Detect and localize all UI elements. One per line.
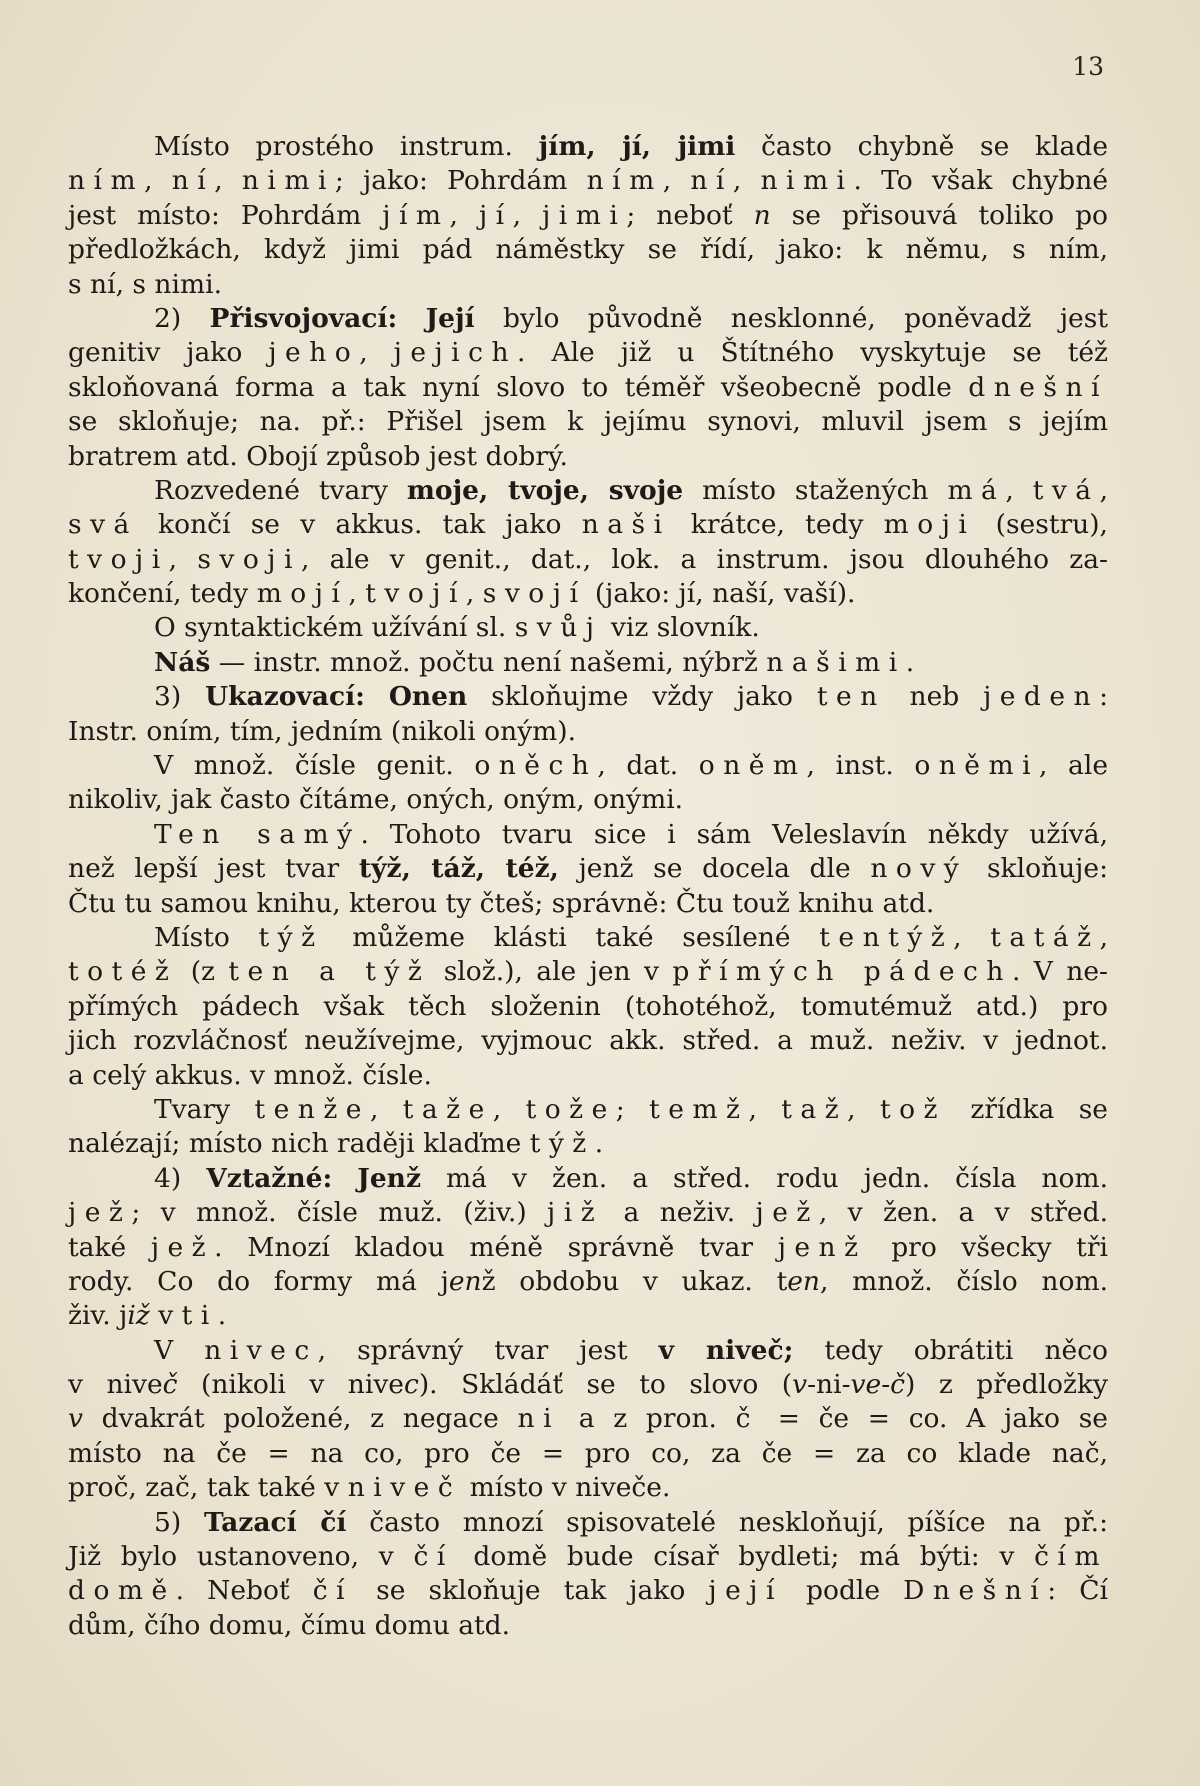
italic-term: ve — [850, 1369, 882, 1401]
text-run — [397, 303, 425, 334]
spaced-term: čím — [1034, 1541, 1108, 1573]
spaced-term: ní — [690, 165, 733, 197]
spaced-term: vniveč — [324, 1472, 462, 1504]
text-line — [68, 1368, 1108, 1402]
spaced-term: domě — [68, 1575, 176, 1607]
text-run: , v žen. a v střed. — [818, 1197, 1109, 1229]
text-line — [68, 749, 1108, 783]
text-line — [68, 1334, 1108, 1368]
spaced-term: ní — [171, 165, 215, 197]
text-line — [68, 1162, 1108, 1196]
text-run: : — [1099, 681, 1109, 713]
spaced-term: tenže — [254, 1093, 370, 1125]
text-run: než lepší jest tvar — [68, 853, 359, 885]
spaced-term: přímých pádech — [672, 956, 1012, 988]
spaced-term: tatáž — [990, 921, 1100, 953]
text-run: , — [1099, 474, 1108, 506]
text-run: , — [1099, 921, 1108, 953]
text-run: j — [440, 1265, 449, 1297]
bold-term: Vztažné: — [206, 1162, 333, 1194]
text-line — [68, 955, 1108, 989]
spaced-term: má — [947, 474, 1006, 506]
spaced-term: Ten samý — [154, 818, 361, 850]
text-run: domě bude císař bydleti; má býti: v — [453, 1541, 1035, 1573]
text-run: ; jako: Pohrdám — [334, 165, 587, 197]
text-run: živ. j — [68, 1300, 128, 1332]
text-run: má v žen. a střed. rodu jedn. čísla nom. — [421, 1162, 1108, 1194]
spaced-term: ním — [68, 165, 145, 197]
page-number: 13 — [1072, 52, 1104, 81]
text-line — [68, 887, 1108, 921]
text-run: skloňuje: — [967, 853, 1109, 885]
italic-term: en — [787, 1265, 820, 1297]
text-line — [68, 130, 1108, 164]
text-line — [68, 1609, 1108, 1643]
spaced-term: jejich — [393, 337, 518, 369]
text-run: nikoliv, jak často čítáme, oných, oným, onými. — [68, 784, 684, 816]
text-run: a celý akkus. v množ. čísle. — [68, 1059, 432, 1091]
text-line — [68, 1506, 1108, 1540]
text-line — [68, 990, 1108, 1024]
text-run: tedy obrátiti něco — [793, 1334, 1108, 1366]
text-run: (z — [177, 956, 229, 988]
text-run: , — [214, 165, 242, 197]
text-run: a neživ. — [603, 1197, 756, 1229]
text-run: neb — [885, 681, 984, 713]
text-run: , správný tvar jest — [317, 1334, 659, 1366]
text-run: , — [449, 199, 479, 231]
spaced-term: svá — [68, 509, 138, 541]
text-run: a z pron. — [560, 1403, 736, 1435]
text-run: nalézají; místo nich raději klaďme — [68, 1128, 530, 1160]
spaced-term: oněm — [698, 750, 807, 782]
text-run: místo na če = na co, pro če = pro co, za če = za co klade nač, — [68, 1437, 1108, 1469]
italic-term: č — [890, 1369, 906, 1401]
text-run: , množ. číslo nom. — [819, 1265, 1109, 1297]
text-run — [332, 1163, 357, 1194]
text-run: , — [144, 165, 172, 197]
spaced-term: mojí — [256, 578, 349, 610]
text-run: dvakrát položené, z negace — [82, 1403, 518, 1435]
text-line — [68, 1231, 1108, 1265]
text-run: , — [359, 337, 394, 369]
text-line — [68, 1196, 1108, 1230]
text-run: krátce, tedy — [670, 509, 884, 541]
text-run: můžeme klásti také sesílené — [323, 921, 820, 953]
spaced-term: tvojí — [365, 578, 466, 610]
spaced-term: moji — [883, 509, 976, 541]
spaced-term: nový — [870, 853, 968, 885]
text-run: = če = co. A jako se — [759, 1403, 1108, 1435]
text-line — [68, 302, 1108, 336]
italic-term: iž — [127, 1300, 150, 1332]
bold-term: Ukazovací: — [205, 681, 365, 713]
text-run: v nive — [68, 1369, 163, 1401]
spaced-term: její — [708, 1575, 783, 1607]
text-run: zřídka se — [945, 1093, 1108, 1125]
text-run — [365, 681, 389, 712]
text-run: skloňujme vždy jako — [467, 681, 817, 713]
text-run: místo v niveče. — [461, 1472, 671, 1504]
spaced-term: svoji — [197, 543, 301, 575]
text-line — [68, 199, 1108, 233]
text-run: , — [953, 921, 991, 953]
spaced-term: ním — [586, 165, 663, 197]
text-run: jest místo: Pohrdám — [68, 199, 383, 231]
spaced-term: ni — [517, 1403, 561, 1435]
text-run: Místo prostého instrum. — [154, 131, 539, 162]
spaced-term: ten a týž — [228, 956, 431, 988]
text-run: často chybně se klade — [735, 131, 1108, 162]
text-run: , — [748, 1093, 782, 1125]
spaced-term: tvá — [1032, 474, 1100, 506]
text-run: V — [154, 1334, 205, 1366]
text-line — [68, 818, 1108, 852]
text-run: bylo původně nesklonné, poněvadž jest — [474, 302, 1108, 334]
spaced-term: nimi — [760, 165, 854, 197]
text-line — [68, 783, 1108, 817]
text-run: , ale — [1039, 750, 1109, 782]
spaced-term: oněch — [474, 750, 598, 782]
italic-term: č — [162, 1369, 178, 1401]
spaced-term: jenž — [777, 1231, 867, 1263]
text-run: předložkách, když jimi pád náměstky se řídí, jako: k němu, s ním, — [68, 234, 1108, 266]
text-run: -ni- — [807, 1369, 851, 1401]
text-line — [68, 852, 1108, 886]
bold-term: Přisvojovací: — [209, 302, 398, 334]
bold-term: Náš — [154, 646, 211, 678]
text-run: v — [149, 1300, 182, 1332]
text-run: , — [732, 165, 761, 197]
bold-term: Její — [425, 302, 475, 334]
text-run: místo stažených — [683, 474, 948, 506]
text-run: . — [905, 646, 915, 678]
text-run: se přisouvá toliko po — [770, 199, 1108, 231]
text-run: , — [348, 578, 366, 610]
text-run: ž obdobu v ukaz. t — [481, 1265, 788, 1297]
text-line — [68, 233, 1108, 267]
text-run: (sestru), — [975, 509, 1108, 541]
spaced-term: čí — [413, 1541, 454, 1573]
text-line — [68, 1574, 1108, 1608]
italic-term: en — [448, 1265, 482, 1297]
spaced-term: našimi — [766, 646, 906, 678]
text-run: ). Skládáť se to slovo ( — [418, 1369, 793, 1401]
spaced-term: svůj — [514, 612, 603, 644]
text-line — [68, 715, 1108, 749]
text-line — [68, 1402, 1108, 1436]
italic-term: v — [792, 1369, 808, 1401]
text-line — [68, 1299, 1108, 1333]
spaced-term: naši — [581, 509, 671, 541]
text-line — [68, 1024, 1108, 1058]
spaced-term: čí — [312, 1575, 353, 1607]
italic-term: c — [403, 1369, 419, 1401]
text-run: ; v množ. čísle muž. (živ.) — [131, 1197, 548, 1229]
text-run: Místo — [154, 921, 259, 953]
text-run: , — [492, 1093, 526, 1125]
spaced-term: nivec — [204, 1334, 318, 1366]
spaced-term: jím — [382, 199, 450, 231]
text-line — [68, 1127, 1108, 1161]
bold-term: Jenž — [357, 1162, 421, 1194]
text-run: Již bylo ustanoveno, v — [68, 1541, 414, 1573]
text-run: . — [217, 1300, 227, 1332]
text-run: O syntaktickém užívání sl. — [154, 612, 515, 644]
text-run: slož.), ale jen v — [430, 956, 673, 988]
bold-term: jím, jí, jimi — [538, 131, 736, 162]
text-run: končení, tedy — [68, 578, 257, 610]
text-run: jich rozvláčnosť neužívejme, vyjmouc akk. střed. a muž. neživ. v jednot. — [68, 1025, 1108, 1057]
text-line — [68, 371, 1108, 405]
text-line — [68, 680, 1108, 714]
text-run: , — [847, 1093, 880, 1125]
text-line — [68, 164, 1108, 198]
text-run: . To však chybné — [853, 165, 1109, 197]
text-run: , — [369, 1093, 403, 1125]
text-run: , — [168, 543, 198, 575]
text-run: , inst. — [806, 750, 915, 782]
text-run: Čtu tu samou knihu, kterou ty čteš; správně: Čtu touž knihu atd. — [68, 887, 935, 919]
page-text — [68, 130, 1108, 1643]
text-run: . Neboť — [175, 1575, 313, 1607]
text-run: . V ne- — [1011, 956, 1108, 988]
text-run: s ní, s nimi. — [68, 268, 223, 300]
spaced-term: jí — [478, 199, 513, 231]
spaced-term: svojí — [482, 578, 587, 610]
spaced-term: jež — [755, 1197, 819, 1229]
text-line — [68, 646, 1108, 680]
text-run: . Mnozí kladou méně správně tvar — [214, 1231, 778, 1263]
spaced-term: týž — [258, 921, 324, 953]
text-line — [68, 1471, 1108, 1505]
spaced-term: týž — [529, 1128, 595, 1160]
text-run: . Ale již u Štítného vyskytuje se též — [517, 337, 1108, 369]
spaced-term: tož — [879, 1093, 946, 1125]
text-run: skloňovaná forma a tak nyní slovo to téměř všeobecně podle — [68, 371, 969, 403]
text-run: se skloňuje; na. př.: Přišel jsem k jejímu synovi, mluvil jsem s jejím — [68, 406, 1108, 438]
bold-term: Onen — [388, 681, 468, 713]
text-run: , — [1005, 474, 1033, 506]
text-run: (jako: jí, naší, vaší). — [586, 578, 856, 610]
spaced-term: temž — [649, 1093, 749, 1125]
spaced-term: taž — [781, 1093, 848, 1125]
text-run: 2) — [154, 302, 210, 334]
text-run: bratrem atd. Obojí způsob jest dobrý. — [68, 440, 568, 472]
text-run: také — [68, 1231, 151, 1263]
text-line — [68, 405, 1108, 439]
text-run: často mnozí spisovatelé neskloňují, píšíce na př.: — [346, 1506, 1109, 1538]
text-line — [68, 336, 1108, 370]
italic-term: v — [68, 1403, 83, 1435]
text-line — [68, 1093, 1108, 1127]
text-run: , — [662, 165, 691, 197]
text-run: Tvary — [154, 1093, 255, 1125]
text-line — [68, 577, 1108, 611]
text-line — [68, 1059, 1108, 1093]
bold-term: v niveč; — [658, 1334, 794, 1366]
spaced-term: nimi — [241, 165, 335, 197]
text-run: ) z předložky — [905, 1369, 1108, 1401]
text-run: dům, čího domu, čímu domu atd. — [68, 1609, 511, 1641]
text-run: přímých pádech však těch složenin (tohotéhož, tomutémuž atd.) pro — [68, 990, 1108, 1022]
text-run: - — [881, 1369, 891, 1401]
italic-term: n — [753, 199, 771, 231]
text-run: . — [594, 1128, 604, 1160]
text-run: , ale v genit., dat., lok. a instrum. jsou dlouhého za- — [300, 543, 1108, 575]
text-run: 3) — [154, 681, 206, 713]
text-run: genitiv jako — [68, 337, 269, 369]
spaced-term: tvoji — [68, 543, 169, 575]
text-run: rody. Co do formy má — [68, 1265, 441, 1297]
text-line — [68, 1540, 1108, 1574]
text-run: 4) — [154, 1162, 207, 1194]
spaced-term: jež — [150, 1231, 215, 1263]
text-run: 5) — [154, 1506, 204, 1538]
text-run: ; — [615, 1093, 650, 1125]
text-line — [68, 1437, 1108, 1471]
text-run: (nikoli v nive — [177, 1369, 404, 1401]
text-run: Rozvedené tvary — [154, 474, 407, 506]
spaced-term: č — [735, 1403, 759, 1435]
text-run: : Čí — [1047, 1575, 1108, 1607]
text-run: Instr. oním, tím, jedním (nikoli oným). — [68, 715, 577, 747]
text-run: jenž se docela dle — [558, 853, 871, 885]
spaced-term: taže — [402, 1093, 493, 1125]
bold-term: moje, tvoje, svoje — [406, 474, 684, 506]
text-line — [68, 611, 1108, 645]
spaced-term: ti — [181, 1300, 218, 1332]
spaced-term: Dnešní — [903, 1575, 1048, 1607]
spaced-term: jeho — [268, 337, 360, 369]
text-run: ; neboť — [626, 199, 754, 231]
text-run: , — [512, 199, 543, 231]
text-run: proč, zač, tak také — [68, 1472, 325, 1504]
text-run: , dat. — [597, 750, 699, 782]
text-line — [68, 440, 1108, 474]
spaced-term: dnešní — [968, 371, 1108, 403]
spaced-term: již — [547, 1197, 604, 1229]
text-line — [68, 543, 1108, 577]
spaced-term: totéž — [68, 956, 178, 988]
text-run: končí se v akkus. tak jako — [137, 509, 582, 541]
text-run: , — [465, 578, 483, 610]
text-run: pro všecky tři — [866, 1231, 1108, 1263]
spaced-term: oněmi — [914, 750, 1040, 782]
spaced-term: jeden — [983, 681, 1100, 713]
text-line — [68, 474, 1108, 508]
text-line — [68, 1265, 1108, 1299]
text-run: viz slovník. — [602, 612, 760, 644]
bold-term: týž, táž, též, — [358, 853, 559, 885]
spaced-term: jimi — [542, 199, 627, 231]
text-line — [68, 508, 1108, 542]
spaced-term: ten — [816, 681, 886, 713]
bold-term: Tazací čí — [203, 1506, 347, 1538]
text-run: se skloňuje tak jako — [353, 1575, 709, 1607]
text-run: . Tohoto tvaru sice i sám Veleslavín někdy užívá, — [360, 818, 1108, 850]
spaced-term: tentýž — [819, 921, 954, 953]
text-line — [68, 921, 1108, 955]
text-run: V množ. čísle genit. — [154, 750, 475, 782]
text-run: podle — [782, 1575, 904, 1607]
text-line — [68, 268, 1108, 302]
spaced-term: tože — [525, 1093, 616, 1125]
spaced-term: jež — [68, 1197, 132, 1229]
text-run: — instr. množ. počtu není našemi, nýbrž — [210, 646, 767, 678]
